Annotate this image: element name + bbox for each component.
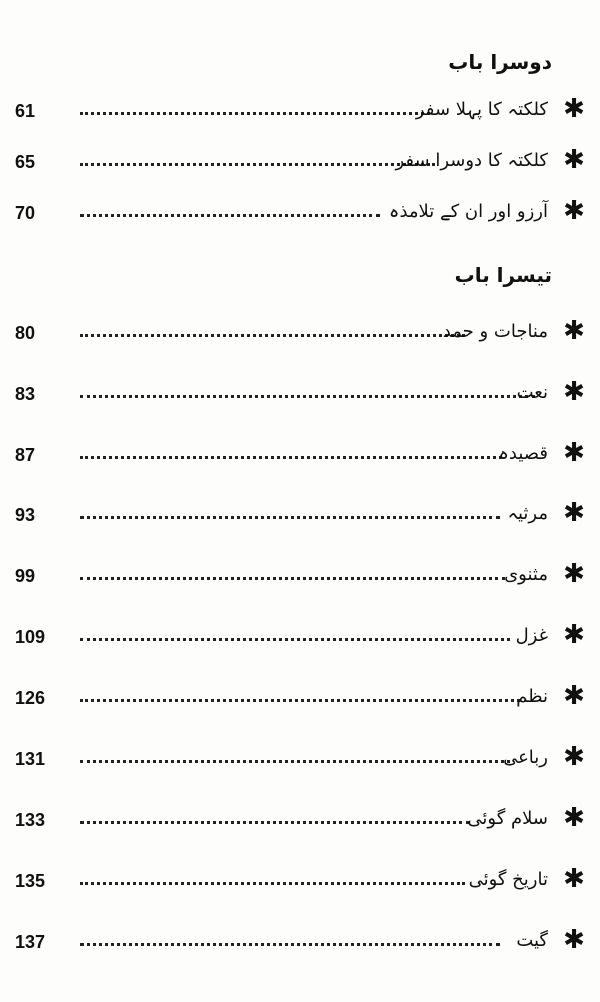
asterisk-bullet-icon: ✱ (563, 803, 585, 833)
page-number: 83 (15, 384, 36, 404)
entry-title: آرزو اور ان کے تلامذہ (388, 201, 548, 222)
toc-entry[interactable] (0, 622, 600, 652)
dot-leader (80, 516, 500, 519)
page-number: 137 (15, 932, 46, 952)
page-number: 80 (15, 323, 36, 343)
asterisk-bullet-icon: ✱ (563, 377, 585, 407)
entry-title: کلکتہ کا پہلا سفر (415, 99, 548, 120)
toc-entry[interactable] (0, 318, 600, 348)
dot-leader (80, 214, 380, 217)
entry-title: سلام گوئی (467, 808, 548, 829)
dot-leader (80, 577, 505, 580)
dot-leader (80, 112, 430, 115)
asterisk-bullet-icon: ✱ (563, 559, 585, 589)
dot-leader (80, 760, 510, 763)
page-number: 65 (15, 152, 36, 172)
page-number: 109 (15, 627, 46, 647)
toc-entry[interactable] (0, 147, 600, 177)
asterisk-bullet-icon: ✱ (563, 145, 585, 175)
entry-title: مرثیہ (507, 503, 548, 524)
toc-entry[interactable] (0, 683, 600, 713)
asterisk-bullet-icon: ✱ (563, 681, 585, 711)
entry-title: قصیدہ (498, 443, 548, 464)
dot-leader (80, 638, 510, 641)
dot-leader (80, 456, 502, 459)
entry-title: گیت (516, 930, 548, 951)
toc-entry[interactable] (0, 927, 600, 957)
asterisk-bullet-icon: ✱ (563, 196, 585, 226)
page-number: 99 (15, 566, 36, 586)
toc-entry[interactable] (0, 96, 600, 126)
asterisk-bullet-icon: ✱ (563, 620, 585, 650)
asterisk-bullet-icon: ✱ (563, 864, 585, 894)
chapter-heading: تیسرا باب (454, 263, 552, 287)
dot-leader (80, 943, 500, 946)
page-number: 131 (15, 749, 46, 769)
asterisk-bullet-icon: ✱ (563, 742, 585, 772)
entry-title: مناجات و حمد (442, 321, 548, 342)
entry-title: مثنوی (504, 564, 548, 585)
dot-leader (80, 395, 535, 398)
entry-title: نعت (516, 382, 548, 403)
dot-leader (80, 821, 470, 824)
dot-leader (80, 163, 435, 166)
dot-leader (80, 699, 520, 702)
toc-entry[interactable] (0, 379, 600, 409)
asterisk-bullet-icon: ✱ (563, 498, 585, 528)
entry-title: کلکتہ کا دوسرا سفر (395, 150, 548, 171)
page-number: 93 (15, 505, 36, 525)
page-number: 135 (15, 871, 46, 891)
asterisk-bullet-icon: ✱ (563, 316, 585, 346)
entry-title: نظم (516, 686, 548, 707)
toc-entry[interactable] (0, 866, 600, 896)
chapter-heading: دوسرا باب (448, 50, 552, 74)
toc-entry[interactable] (0, 561, 600, 591)
page-number: 70 (15, 203, 36, 223)
dot-leader (80, 882, 465, 885)
dot-leader (80, 334, 465, 337)
toc-entry[interactable] (0, 500, 600, 530)
entry-title: رباعی (503, 747, 548, 768)
toc-entry[interactable] (0, 198, 600, 228)
asterisk-bullet-icon: ✱ (563, 925, 585, 955)
page-number: 61 (15, 101, 36, 121)
toc-entry[interactable] (0, 744, 600, 774)
page-number: 126 (15, 688, 46, 708)
entry-title: تاریخ گوئی (468, 869, 548, 890)
toc-entry[interactable] (0, 440, 600, 470)
page-number: 133 (15, 810, 46, 830)
toc-entry[interactable] (0, 805, 600, 835)
entry-title: غزل (515, 625, 548, 646)
asterisk-bullet-icon: ✱ (563, 438, 585, 468)
page-number: 87 (15, 445, 36, 465)
asterisk-bullet-icon: ✱ (563, 94, 585, 124)
